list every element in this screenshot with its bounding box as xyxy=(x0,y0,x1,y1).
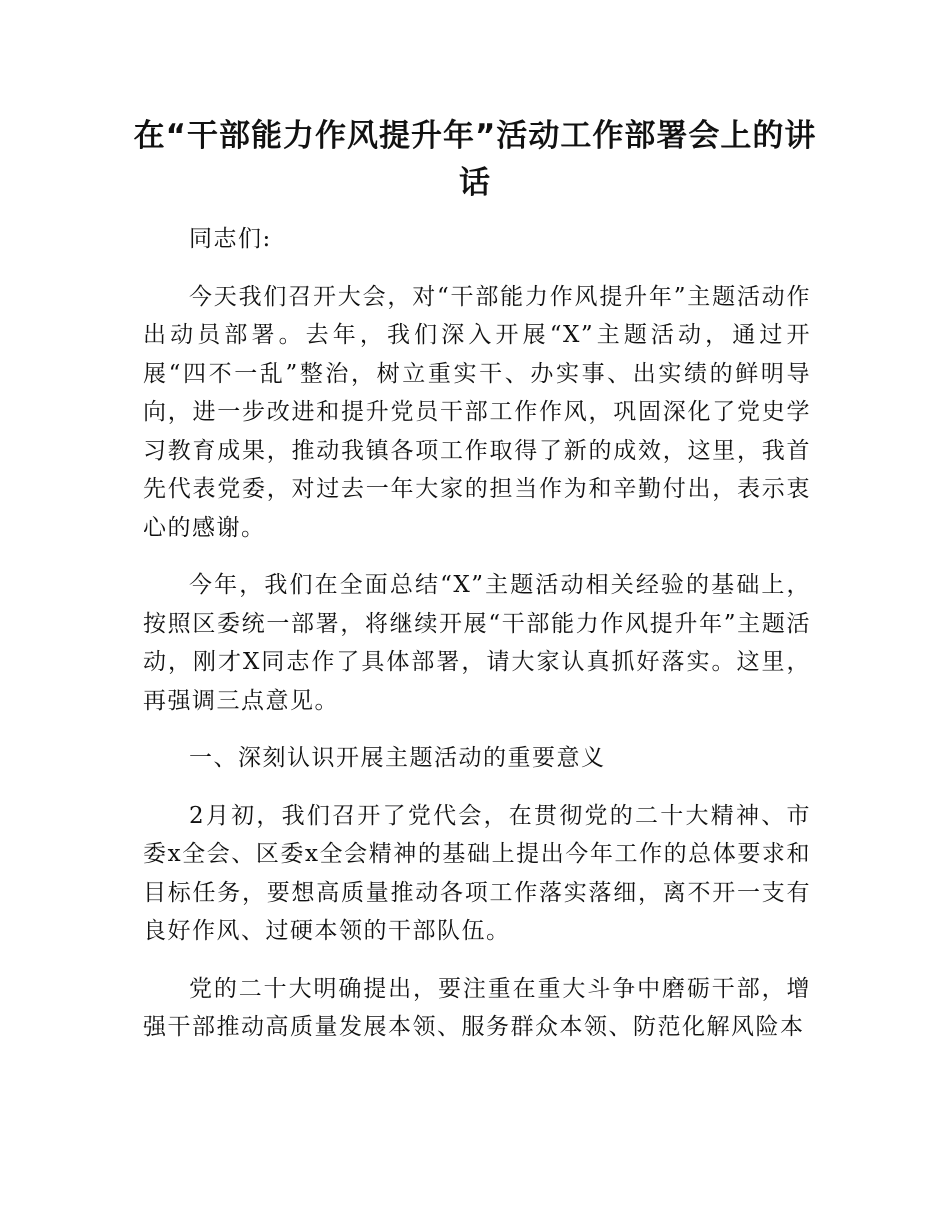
body-paragraph: 党的二十大明确提出，要注重在重大斗争中磨砺干部，增强干部推动高质量发展本领、服务群众本领、防范化解风险本 xyxy=(143,975,811,1040)
document-body xyxy=(143,220,811,1066)
body-paragraph: 今年，我们在全面总结“X”主题活动相关经验的基础上，按照区委统一部署，将继续开展“干部能力作风提升年”主题活动，刚才X同志作了具体部署，请大家认真抓好落实。这里，再强调三点意见。 xyxy=(143,572,811,714)
salutation-paragraph: 同志们: xyxy=(189,226,272,252)
section-heading: 一、深刻认识开展主题活动的重要意义 xyxy=(189,745,606,771)
body-paragraph: 今天我们召开大会，对“干部能力作风提升年”主题活动作出动员部署。去年，我们深入开展“X”主题活动，通过开展“四不一乱”整治，树立重实干、办实事、出实绩的鲜明导向，进一步改进和提升党员干部工作作风，巩固深化了党史学习教育成果，推动我镇各项工作取得了新的成效，这里，我首先代表党委，对过去一年大家的担当作为和辛勤付出，表示衷心的感谢。 xyxy=(143,283,811,541)
body-paragraph: 2月初，我们召开了党代会，在贯彻党的二十大精神、市委x全会、区委x全会精神的基础上提出今年工作的总体要求和目标任务，要想高质量推动各项工作落实落细，离不开一支有良好作风、过硬本领的干部队伍。 xyxy=(143,802,811,944)
document-title: 在“干部能力作风提升年”活动工作部署会上的讲话 xyxy=(133,118,817,201)
